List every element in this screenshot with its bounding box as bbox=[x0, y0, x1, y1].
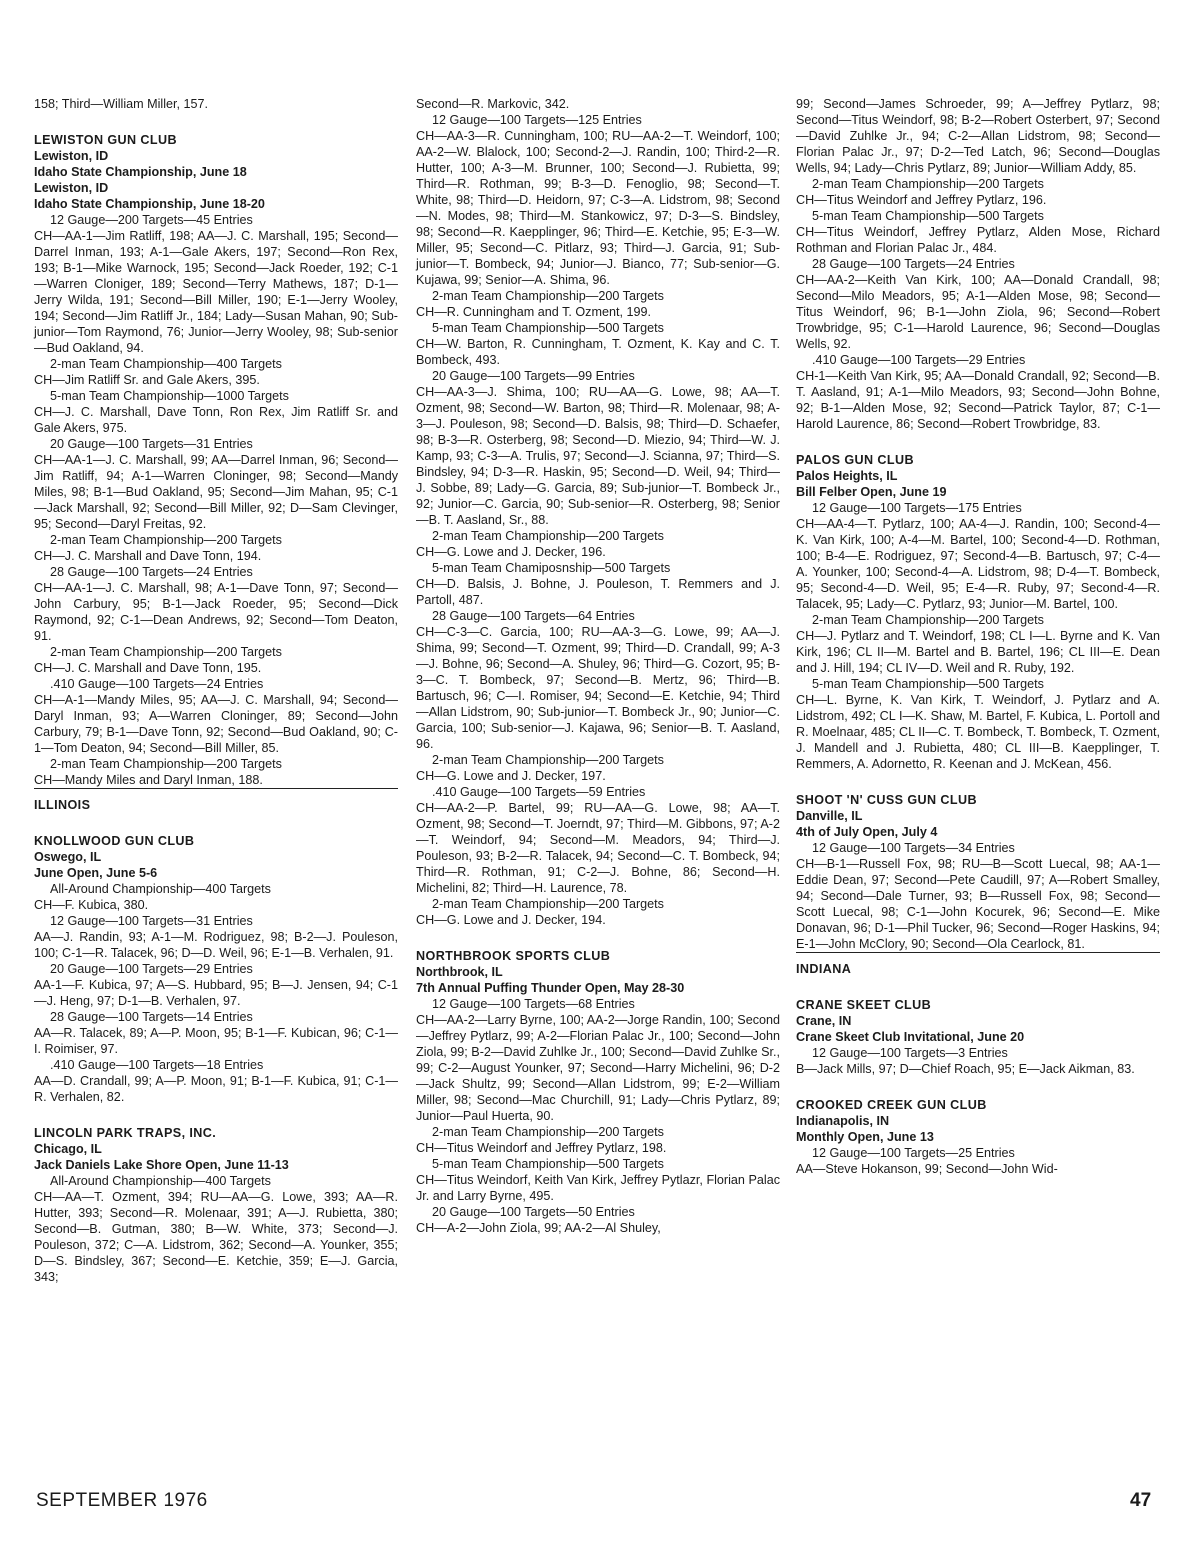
event-title: Bill Felber Open, June 19 bbox=[796, 485, 947, 499]
club-location: Danville, IL bbox=[796, 809, 863, 823]
result-paragraph: CH—W. Barton, R. Cunningham, T. Ozment, K. Kay and C. T. Bombeck, 493. bbox=[416, 337, 780, 367]
event-heading: 5-man Team Championship—500 Targets bbox=[812, 209, 1044, 223]
event-heading: 28 Gauge—100 Targets—64 Entries bbox=[432, 609, 635, 623]
result-paragraph: CH—Titus Weindorf and Jeffrey Pytlarz, 196. bbox=[796, 193, 1047, 207]
event-heading: 12 Gauge—100 Targets—175 Entries bbox=[812, 501, 1022, 515]
result-paragraph: AA-1—F. Kubica, 97; A—S. Hubbard, 95; B—J. Jensen, 94; C-1—J. Heng, 97; D-1—B. Verhalen, 97. bbox=[34, 978, 398, 1008]
club-name: SHOOT 'N' CUSS GUN CLUB bbox=[796, 793, 978, 807]
event-heading: 2-man Team Championship—200 Targets bbox=[812, 613, 1044, 627]
event-heading: 2-man Team Championship—200 Targets bbox=[812, 177, 1044, 191]
page-number: 47 bbox=[1130, 1490, 1152, 1511]
event-heading: .410 Gauge—100 Targets—24 Entries bbox=[50, 677, 264, 691]
event-heading: 5-man Team Championship—500 Targets bbox=[812, 677, 1044, 691]
state-heading: INDIANA bbox=[796, 952, 1160, 977]
result-paragraph: CH—J. C. Marshall and Dave Tonn, 194. bbox=[34, 549, 262, 563]
event-heading: 5-man Team Championship—1000 Targets bbox=[50, 389, 289, 403]
event-heading: 12 Gauge—100 Targets—68 Entries bbox=[432, 997, 635, 1011]
result-paragraph: CH—G. Lowe and J. Decker, 194. bbox=[416, 913, 606, 927]
result-paragraph: CH—J. C. Marshall, Dave Tonn, Ron Rex, Jim Ratliff Sr. and Gale Akers, 975. bbox=[34, 405, 398, 435]
result-paragraph: AA—D. Crandall, 99; A—P. Moon, 91; B-1—F. Kubica, 91; C-1—R. Verhalen, 82. bbox=[34, 1074, 398, 1104]
result-paragraph: CH—Titus Weindorf, Keith Van Kirk, Jeffrey Pytlazr, Florian Palac Jr. and Larry Byrne, 495. bbox=[416, 1173, 780, 1203]
club-name: LINCOLN PARK TRAPS, INC. bbox=[34, 1126, 217, 1140]
event-title: Jack Daniels Lake Shore Open, June 11-13 bbox=[34, 1158, 289, 1172]
result-paragraph: CH—Mandy Miles and Daryl Inman, 188. bbox=[34, 773, 263, 787]
result-paragraph: CH—A-1—Mandy Miles, 95; AA—J. C. Marshall, 94; Second—Daryl Inman, 93; A—Warren Cloninger, 89; Second—John Carbury, 79; B-1—Dave Tonn, 92; Second—Bud Oakland, 90; C-1—Tom Deaton, 94; Second—Bill Miller, 85. bbox=[34, 693, 398, 755]
event-heading: 28 Gauge—100 Targets—24 Entries bbox=[812, 257, 1015, 271]
event-heading: 20 Gauge—100 Targets—99 Entries bbox=[432, 369, 635, 383]
result-paragraph: Second—R. Markovic, 342. bbox=[416, 97, 570, 111]
event-heading: 12 Gauge—100 Targets—34 Entries bbox=[812, 841, 1015, 855]
result-paragraph: CH—D. Balsis, J. Bohne, J. Pouleson, T. Remmers and J. Partoll, 487. bbox=[416, 577, 780, 607]
event-title: Monthly Open, June 13 bbox=[796, 1130, 934, 1144]
result-paragraph: CH—AA-3—R. Cunningham, 100; RU—AA-2—T. Weindorf, 100; AA-2—W. Blalock, 100; Second-2—J. Randin, 100; Third-2—R. Hutter, 100; A-3—M. Brunner, 100; Second—J. Rubietta, 99; Third—R. Rothman, 99; B-3—D. Fenoglio, 98; Second—T. White, 98; Third—D. Heidorn, 97; C-3—A. Lidstrom, 98; Second—N. Modes, 98; Third—M. Stankowicz, 97; D-3—S. Bindsley, 98; Second—R. Kaepplinger, 96; Third—E. Ketchie, 95; E-3—W. Miller, 95; Second—C. Pitlarz, 93; Third—J. Garcia, 91; Sub-junior—T. Bombeck, 94; Junior—J. Bianco, 77; Sub-senior—G. Kujawa, 99; Senior—A. Shima, 96. bbox=[416, 129, 780, 287]
event-heading: 2-man Team Championship—200 Targets bbox=[50, 533, 282, 547]
result-paragraph: CH—A-2—John Ziola, 99; AA-2—Al Shuley, bbox=[416, 1221, 661, 1235]
result-paragraph: CH—J. C. Marshall and Dave Tonn, 195. bbox=[34, 661, 262, 675]
event-heading: 5-man Team Chamiposnship—500 Targets bbox=[432, 561, 671, 575]
club-location: Oswego, IL bbox=[34, 850, 102, 864]
event-heading: 20 Gauge—100 Targets—50 Entries bbox=[432, 1205, 635, 1219]
state-heading: ILLINOIS bbox=[34, 788, 398, 813]
column-right bbox=[796, 96, 1160, 1177]
column-left bbox=[34, 96, 398, 1285]
club-location: Chicago, IL bbox=[34, 1142, 102, 1156]
result-paragraph: CH—Titus Weindorf, Jeffrey Pytlarz, Alden Mose, Richard Rothman and Florian Palac Jr., 484. bbox=[796, 225, 1160, 255]
result-paragraph: CH—Jim Ratliff Sr. and Gale Akers, 395. bbox=[34, 373, 260, 387]
result-paragraph: CH—AA-1—Jim Ratliff, 198; AA—J. C. Marshall, 195; Second—Darrel Inman, 193; A-1—Gale Akers, 197; Second—Ron Rex, 193; B-1—Mike Warnock, 195; Second—Jack Roeder, 192; C-1—Warren Cloniger, 189; Second—Terry Mathews, 187; D-1—Jerry Wilda, 191; Second—Bill Miller, 190; E-1—Jerry Wooley, 194; Second—Jim Ratliff Jr., 184; Lady—Susan Mahan, 90; Sub-junior—Tom Raymond, 76; Junior—Jerry Wooley, 98; Sub-senior—Bud Oakland, 94. bbox=[34, 229, 398, 355]
issue-date: SEPTEMBER 1976 bbox=[36, 1490, 208, 1511]
club-location: Lewiston, ID bbox=[34, 181, 109, 195]
club-location: Northbrook, IL bbox=[416, 965, 503, 979]
event-title: 4th of July Open, July 4 bbox=[796, 825, 938, 839]
result-paragraph: CH-1—Keith Van Kirk, 95; AA—Donald Crandall, 92; Second—B. T. Aasland, 91; A-1—Milo Meadors, 93; Second—John Bohne, 92; B-1—Alden Mose, 92; Second—Patrick Taylor, 87; C-1—Harold Laurence, 86; Second—Robert Trowbridge, 83. bbox=[796, 369, 1160, 431]
event-heading: 12 Gauge—100 Targets—3 Entries bbox=[812, 1046, 1008, 1060]
event-heading: All-Around Championship—400 Targets bbox=[50, 1174, 271, 1188]
event-heading: All-Around Championship—400 Targets bbox=[50, 882, 271, 896]
event-heading: .410 Gauge—100 Targets—18 Entries bbox=[50, 1058, 264, 1072]
result-paragraph: CH—Titus Weindorf and Jeffrey Pytlarz, 198. bbox=[416, 1141, 667, 1155]
club-location: Crane, IN bbox=[796, 1014, 852, 1028]
result-paragraph: 158; Third—William Miller, 157. bbox=[34, 97, 209, 111]
result-paragraph: CH—AA-4—T. Pytlarz, 100; AA-4—J. Randin, 100; Second-4—K. Van Kirk, 100; A-4—M. Bartel, 100; Second-4—D. Rothman, 100; B-4—E. Rodriguez, 97; Second-4—B. Bartusch, 97; C-4—A. Younker, 100; Second-4—A. Lidstrom, 98; D-4—T. Bombeck, 95; Second-4—D. Weil, 95; E-4—R. Ruby, 97; Second-4—R. Talacek, 95; Lady—C. Pytlarz, 93; Junior—M. Bartel, 100. bbox=[796, 517, 1160, 611]
event-title: Crane Skeet Club Invitational, June 20 bbox=[796, 1030, 1025, 1044]
result-paragraph: CH—AA-2—Larry Byrne, 100; AA-2—Jorge Randin, 100; Second—Jeffrey Pytlarz, 99; A-2—Florian Palac Jr., 100; Second—John Ziola, 99; B-2—David Zuhlke Jr., 100; Second—David Zuhlke Sr., 99; C-2—August Younker, 97; Second—Harry Michelini, 96; D-2—Jack Shultz, 99; Second—Allan Lidstrom, 99; E-2—William Miller, 98; Second—Mac Churchill, 91; Lady—Chris Pytlarz, 89; Junior—Paul Huerta, 90. bbox=[416, 1013, 781, 1123]
event-heading: 5-man Team Championship—500 Targets bbox=[432, 321, 664, 335]
event-heading: 20 Gauge—100 Targets—29 Entries bbox=[50, 962, 253, 976]
result-paragraph: CH—AA-1—J. C. Marshall, 99; AA—Darrel Inman, 96; Second—Jim Ratliff, 94; A-1—Warren Cloninger, 98; Second—Mandy Miles, 98; B-1—Bud Oakland, 95; Second—Jim Mahan, 95; C-1—Jack Marshall, 92; Second—Bill Miller, 92; D—Sam Clevinger, 95; Second—Daryl Freitas, 92. bbox=[34, 453, 398, 531]
event-heading: 2-man Team Championship—200 Targets bbox=[432, 1125, 664, 1139]
column-middle bbox=[416, 96, 780, 1236]
event-heading: 28 Gauge—100 Targets—24 Entries bbox=[50, 565, 253, 579]
result-paragraph: CH—G. Lowe and J. Decker, 196. bbox=[416, 545, 606, 559]
event-heading: 2-man Team Championship—400 Targets bbox=[50, 357, 282, 371]
result-paragraph: CH—AA-2—P. Bartel, 99; RU—AA—G. Lowe, 98; AA—T. Ozment, 98; Second—T. Joerndt, 97; Third—M. Gibbons, 97; A-2—T. Weindorf, 94; Second—M. Meadors, 94; Third—J. Pouleson, 93; B-2—R. Talacek, 94; Second—C. T. Bombeck, 94; Third—R. Rothman, 91; C-2—J. Bohne, 86; Second—H. Michelini, 82; Third—H. Laurence, 78. bbox=[416, 801, 780, 895]
club-location: Indianapolis, IN bbox=[796, 1114, 890, 1128]
club-name: PALOS GUN CLUB bbox=[796, 453, 915, 467]
result-paragraph: AA—Steve Hokanson, 99; Second—John Wid- bbox=[796, 1162, 1058, 1176]
event-title: Idaho State Championship, June 18 bbox=[34, 165, 247, 179]
event-heading: .410 Gauge—100 Targets—59 Entries bbox=[432, 785, 646, 799]
result-paragraph: CH—B-1—Russell Fox, 98; RU—B—Scott Luecal, 98; AA-1—Eddie Dean, 97; Second—Pete Caudill, 97; A—Robert Smalley, 94; Second—Dale Turner, 93; B—Russell Fox, 98; Second—Scott Luecal, 98; C-1—John Kocurek, 96; Second—E. Mike Donavan, 96; D-1—Phil Tucker, 96; Second—Roger Haskins, 94; E-1—John McClory, 90; Second—Ola Cearlock, 81. bbox=[796, 857, 1160, 951]
event-heading: 2-man Team Championship—200 Targets bbox=[50, 645, 282, 659]
event-heading: 2-man Team Championship—200 Targets bbox=[432, 753, 664, 767]
event-heading: 12 Gauge—100 Targets—25 Entries bbox=[812, 1146, 1015, 1160]
club-location: Lewiston, ID bbox=[34, 149, 109, 163]
club-name: KNOLLWOOD GUN CLUB bbox=[34, 834, 195, 848]
result-paragraph: CH—AA-3—J. Shima, 100; RU—AA—G. Lowe, 98; AA—T. Ozment, 98; Second—W. Barton, 98; Third—R. Molenaar, 98; A-3—J. Pouleson, 98; Second—D. Balsis, 98; Third—D. Schaefer, 98; B-3—R. Osterberg, 98; Second—D. Miezio, 94; Third—W. J. Kamp, 93; C-3—A. Trulis, 97; Second—J. Scianna, 97; Third—S. Bindsley, 94; D-3—R. Haskin, 95; Second—D. Weil, 94; Third—J. Sobbe, 89; Lady—G. Garcia, 89; Sub-junior—T. Bombeck Jr., 92; Junior—C. Garcia, 90; Sub-senior—R. Osterberg, 98; Senior—B. T. Aasland, Sr., 88. bbox=[416, 385, 780, 527]
result-paragraph: CH—AA—T. Ozment, 394; RU—AA—G. Lowe, 393; AA—R. Hutter, 393; Second—R. Molenaar, 391; A—J. Rubietta, 380; Second—B. Gutman, 380; B—W. White, 373; Second—J. Pouleson, 372; C—A. Lidstrom, 362; Second—A. Younker, 355; D—S. Bindsley, 367; Second—E. Ketchie, 359; E—J. Garcia, 343; bbox=[34, 1190, 398, 1284]
event-title: 7th Annual Puffing Thunder Open, May 28-30 bbox=[416, 981, 685, 995]
event-heading: 2-man Team Championship—200 Targets bbox=[432, 529, 664, 543]
result-paragraph: AA—R. Talacek, 89; A—P. Moon, 95; B-1—F. Kubican, 96; C-1—I. Roimiser, 97. bbox=[34, 1026, 398, 1056]
event-heading: .410 Gauge—100 Targets—29 Entries bbox=[812, 353, 1026, 367]
result-paragraph: 99; Second—James Schroeder, 99; A—Jeffrey Pytlarz, 98; Second—Titus Weindorf, 98; B-2—Robert Osterbert, 97; Second—David Zuhlke Jr., 94; C-2—Allan Lidstrom, 98; Second—Florian Palac Jr., 97; D-2—Ted Latch, 96; Second—Douglas Wells, 94; Lady—Chris Pytlarz, 89; Junior—William Addy, 85. bbox=[796, 97, 1160, 175]
result-paragraph: CH—C-3—C. Garcia, 100; RU—AA-3—G. Lowe, 99; AA—J. Shima, 99; Second—T. Ozment, 99; Third—D. Crandall, 99; A-3—J. Bohne, 96; Second—A. Shuley, 96; Third—G. Cozort, 95; B-3—C. T. Bombeck, 97; Second—B. Mertz, 96; Third—B. Bartusch, 96; C—I. Romiser, 94; Second—E. Ketchie, 94; Third—Allan Lidstrom, 90; Sub-junior—T. Bombeck Jr., 90; Junior—C. Garcia, 100; Sub-senior—J. Kajawa, 96; Senior—B. T. Aasland, 96. bbox=[416, 625, 780, 751]
event-heading: 12 Gauge—200 Targets—45 Entries bbox=[50, 213, 253, 227]
result-paragraph: CH—L. Byrne, K. Van Kirk, T. Weindorf, J. Pytlarz and A. Lidstrom, 492; CL I—K. Shaw, M. Bartel, F. Kubica, L. Portoll and R. Moelnaar, 485; CL II—C. T. Bombeck, T. Bombeck, T. Ozment, J. Mandell and J. Rubietta, 480; CL III—B. Kaepplinger, T. Remmers, A. Adornetto, R. Keenan and J. McKean, 456. bbox=[796, 693, 1160, 771]
event-heading: 28 Gauge—100 Targets—14 Entries bbox=[50, 1010, 253, 1024]
event-title: June Open, June 5-6 bbox=[34, 866, 158, 880]
result-paragraph: CH—AA-1—J. C. Marshall, 98; A-1—Dave Tonn, 97; Second—John Carbury, 95; B-1—Jack Roeder, 95; Second—Dick Raymond, 92; C-1—Dean Andrews, 92; Second—Tom Deaton, 91. bbox=[34, 581, 398, 643]
event-title: Idaho State Championship, June 18-20 bbox=[34, 197, 265, 211]
result-paragraph: CH—R. Cunningham and T. Ozment, 199. bbox=[416, 305, 651, 319]
result-paragraph: AA—J. Randin, 93; A-1—M. Rodriguez, 98; B-2—J. Pouleson, 100; C-1—R. Talacek, 96; D—D. Weil, 96; E-1—B. Verhalen, 91. bbox=[34, 930, 398, 960]
club-name: CRANE SKEET CLUB bbox=[796, 998, 932, 1012]
event-heading: 2-man Team Championship—200 Targets bbox=[50, 757, 282, 771]
event-heading: 20 Gauge—100 Targets—31 Entries bbox=[50, 437, 253, 451]
club-location: Palos Heights, IL bbox=[796, 469, 898, 483]
club-name: CROOKED CREEK GUN CLUB bbox=[796, 1098, 987, 1112]
club-name: LEWISTON GUN CLUB bbox=[34, 133, 177, 147]
result-paragraph: B—Jack Mills, 97; D—Chief Roach, 95; E—Jack Aikman, 83. bbox=[796, 1062, 1135, 1076]
club-name: NORTHBROOK SPORTS CLUB bbox=[416, 949, 611, 963]
event-heading: 5-man Team Championship—500 Targets bbox=[432, 1157, 664, 1171]
event-heading: 12 Gauge—100 Targets—31 Entries bbox=[50, 914, 253, 928]
result-paragraph: CH—F. Kubica, 380. bbox=[34, 898, 149, 912]
result-paragraph: CH—AA-2—Keith Van Kirk, 100; AA—Donald Crandall, 98; Second—Milo Meadors, 95; A-1—Alden Mose, 98; Second—Titus Weindorf, 96; B-1—John Ziola, 96; Second—Robert Trowbridge, 95; C-1—Harold Laurence, 96; Second—Douglas Wells, 92. bbox=[796, 273, 1160, 351]
event-heading: 12 Gauge—100 Targets—125 Entries bbox=[432, 113, 642, 127]
result-paragraph: CH—G. Lowe and J. Decker, 197. bbox=[416, 769, 606, 783]
event-heading: 2-man Team Championship—200 Targets bbox=[432, 897, 664, 911]
result-paragraph: CH—J. Pytlarz and T. Weindorf, 198; CL I—L. Byrne and K. Van Kirk, 196; CL II—M. Bartel and B. Bartel, 196; CL III—E. Dean and J. Hill, 194; CL IV—D. Weil and R. Ruby, 192. bbox=[796, 629, 1160, 675]
event-heading: 2-man Team Championship—200 Targets bbox=[432, 289, 664, 303]
